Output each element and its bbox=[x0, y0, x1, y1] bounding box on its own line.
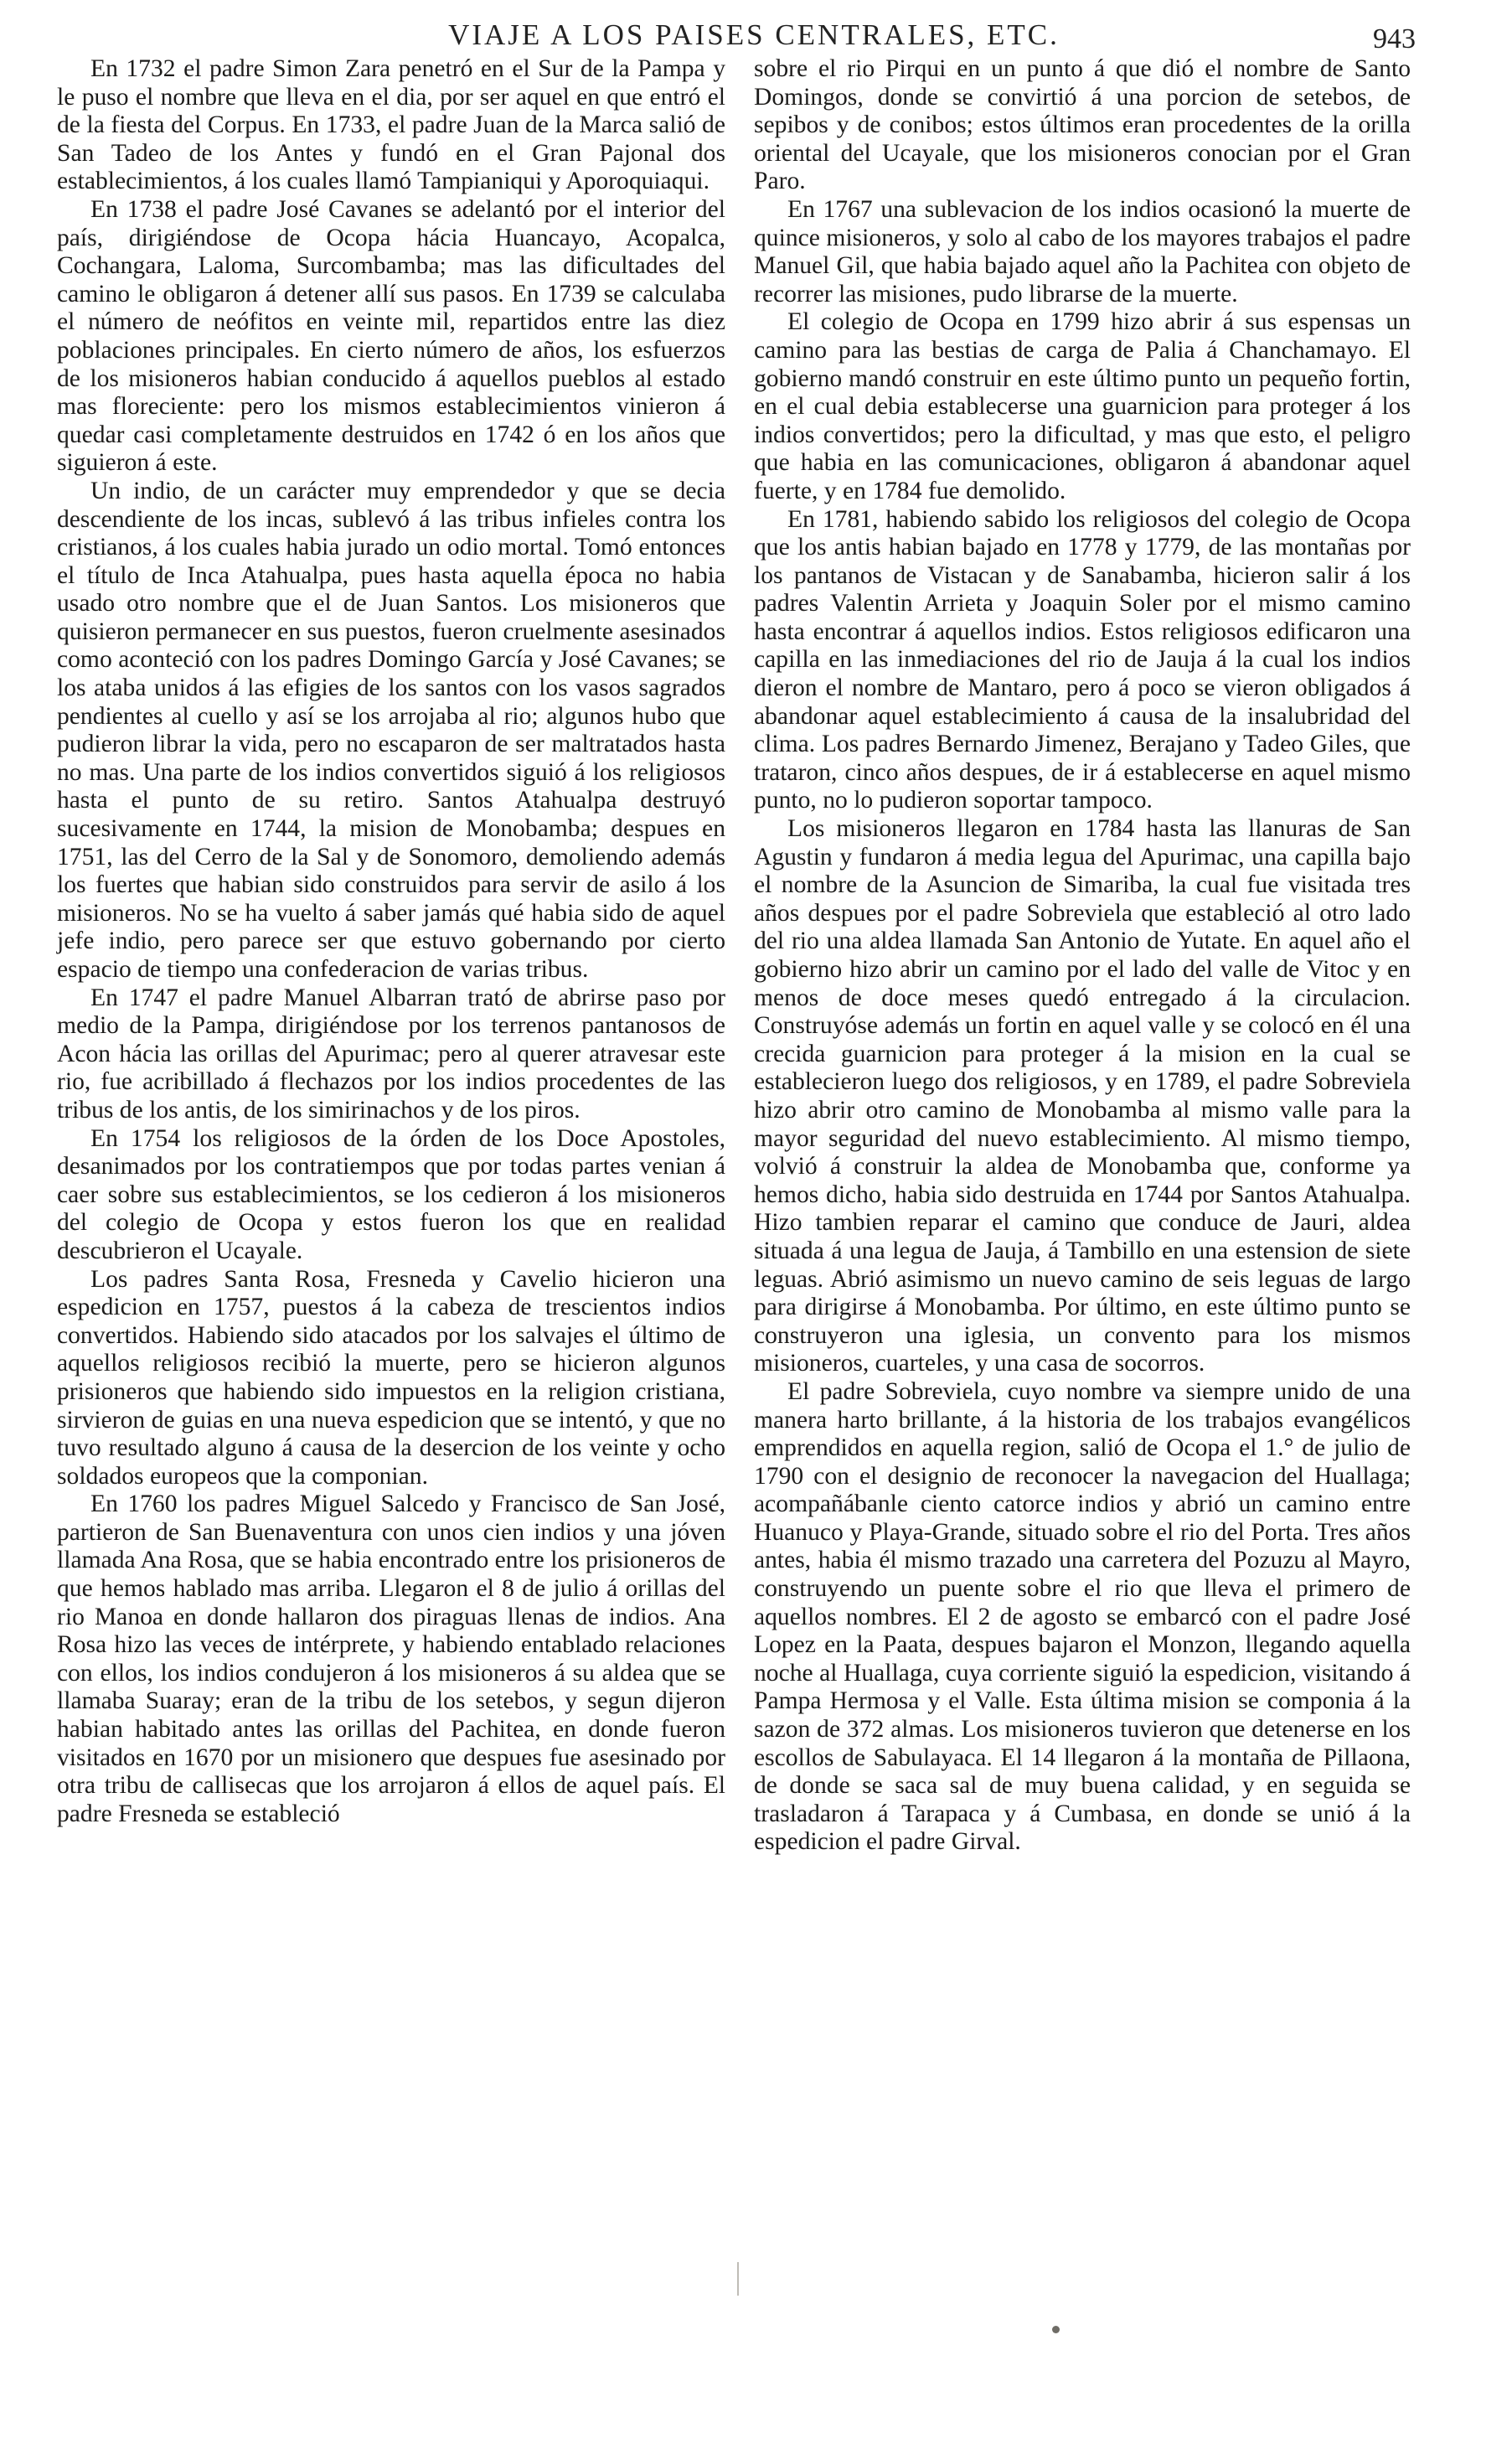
paragraph: En 1767 una sublevacion de los indios ocasionó la muerte de quince misioneros, y solo al cabo de los mayores trabajos el padre Manuel Gil, que habia bajado aquel año la Pachitea con objeto de recorrer las misiones, pudo librarse de la muerte. bbox=[754, 195, 1411, 307]
paragraph: Un indio, de un carácter muy emprendedor y que se decia descendiente de los incas, sublevó á las tribus infieles contra los cristianos, á los cuales habia jurado un odio mortal. Tomó entonces el título de Inca Atahualpa, pues hasta aquella época no habia usado otro nombre que el de Juan Santos. Los misioneros que quisieron permanecer en sus puestos, fueron cruelmente asesinados como aconteció con los padres Domingo García y José Cavanes; se los ataba unidos á las efigies de los santos con los vasos sagrados pendientes al cuello y así se los arrojaba al rio; algunos hubo que pudieron librar la vida, pero no escaparon de ser maltratados hasta no mas. Una parte de los indios convertidos siguió á los religiosos hasta el punto de su retiro. Santos Atahualpa destruyó sucesivamente en 1744, la mision de Monobamba; despues en 1751, las del Cerro de la Sal y de Sonomoro, demoliendo además los fuertes que habian sido construidos para servir de asilo á los misioneros. No se ha vuelto á saber jamás qué habia sido de aquel jefe indio, pero parece ser que estuvo gobernando por cierto espacio de tiempo una confederacion de varias tribus. bbox=[57, 477, 725, 983]
column-rule bbox=[737, 2262, 739, 2296]
paragraph: En 1732 el padre Simon Zara penetró en el Sur de la Pampa y le puso el nombre que lleva en el dia, por ser aquel en que entró el de la fiesta del Corpus. En 1733, el padre Juan de la Marca salió de San Tadeo de los Antes y fundó en el Gran Pajonal dos establecimientos, á los cuales llamó Tampianiqui y Aporoquiaqui. bbox=[57, 55, 725, 195]
page-number: 943 bbox=[1373, 23, 1416, 54]
ornament-dot bbox=[1052, 2326, 1060, 2333]
paragraph: En 1738 el padre José Cavanes se adelantó por el interior del país, dirigiéndose de Ocopa hácia Huancayo, Acopalca, Cochangara, Laloma, Surcombamba; mas las dificultades del camino le obligaron á detener allí sus pasos. En 1739 se calculaba el número de neófitos en veinte mil, repartidos entre las diez poblaciones principales. En cierto número de años, los esfuerzos de los misioneros habian conducido á aquellos pueblos al estado mas floreciente: pero los mismos establecimientos vinieron á quedar casi completamente destruidos en 1742 ó en los años que siguieron á este. bbox=[57, 195, 725, 477]
paragraph: En 1747 el padre Manuel Albarran trató de abrirse paso por medio de la Pampa, dirigiéndose por los terrenos pantanosos de Acon hácia las orillas del Apurimac; pero al querer atravesar este rio, fue acribillado á flechazos por los indios procedentes de las tribus de los antis, de los simirinachos y de los piros. bbox=[57, 984, 725, 1124]
paragraph: sobre el rio Pirqui en un punto á que dió el nombre de Santo Domingos, donde se convirtió á una porcion de setebos, de sepibos y de conibos; estos últimos eran procedentes de la orilla oriental del Ucayale, que los misioneros conocian por el Gran Paro. bbox=[754, 55, 1411, 195]
paragraph: El colegio de Ocopa en 1799 hizo abrir á sus espensas un camino para las bestias de carga de Palia á Chanchamayo. El gobierno mandó construir en este último punto un pequeño fortin, en el cual debia establecerse una guarnicion para proteger á los indios convertidos; pero la dificultad, y mas que esto, el peligro que habia en las comunicaciones, obligaron á abandonar aquel fuerte, y en 1784 fue demolido. bbox=[754, 308, 1411, 504]
paragraph: Los misioneros llegaron en 1784 hasta las llanuras de San Agustin y fundaron á media legua del Apurimac, una capilla bajo el nombre de la Asuncion de Simariba, la cual fue visitada tres años despues por el padre Sobreviela que estableció al otro lado del rio una aldea llamada San Antonio de Yutate. En aquel año el gobierno hizo abrir un camino por el lado del valle de Vitoc y en menos de doce meses quedó entregado á la circulacion. Construyóse además un fortin en aquel valle y se colocó en él una crecida guarnicion para proteger á la mision en la cual se establecieron luego dos religiosos, y en 1789, el padre Sobreviela hizo abrir otro camino de Monobamba al mismo valle para la mayor seguridad del nuevo establecimiento. Al mismo tiempo, volvió á construir la aldea de Monobamba que, conforme ya hemos dicho, habia sido destruida en 1744 por Santos Atahualpa. Hizo tambien reparar el camino que conduce de Jauri, aldea situada á una legua de Jauja, á Tambillo en una estension de siete leguas. Abrió asimismo un nuevo camino de seis leguas de largo para dirigirse á Monobamba. Por último, en este último punto se construyeron una iglesia, un convento para los mismos misioneros, cuarteles, y una casa de socorros. bbox=[754, 815, 1411, 1377]
left-column bbox=[57, 55, 725, 1828]
paragraph: El padre Sobreviela, cuyo nombre va siempre unido de una manera harto brillante, á la historia de los trabajos evangélicos emprendidos en aquella region, salió de Ocopa el 1.° de julio de 1790 con el designio de reconocer la navegacion del Huallaga; acompañábanle ciento catorce indios y abrió un camino entre Huanuco y Playa-Grande, situado sobre el rio del Porta. Tres años antes, habia él mismo trazado una carretera del Pozuzu al Mayro, construyendo un puente sobre el rio que lleva el primero de aquellos nombres. El 2 de agosto se embarcó con el padre José Lopez en la Paata, despues bajaron el Monzon, llegando aquella noche al Huallaga, cuya corriente siguió la espedicion, visitando á Pampa Hermosa y el Valle. Esta última mision se componia á la sazon de 372 almas. Los misioneros tuvieron que detenerse en los escollos de Sabulayaca. El 14 llegaron á la montaña de Pillaona, de donde se saca sal de muy buena calidad, y en seguida se trasladaron á Tarapaca y á Cumbasa, en donde se unió á la espedicion el padre Girval. bbox=[754, 1377, 1411, 1856]
right-column bbox=[754, 55, 1411, 1857]
running-head: VIAJE A LOS PAISES CENTRALES, ETC. bbox=[448, 18, 1060, 51]
paragraph: Los padres Santa Rosa, Fresneda y Cavelio hicieron una espedicion en 1757, puestos á la cabeza de trescientos indios convertidos. Habiendo sido atacados por los salvajes el último de aquellos religiosos recibió la muerte, pero se hicieron algunos prisioneros que habiendo sido impuestos en la religion cristiana, sirvieron de guias en una nueva espedicion que se intentó, y que no tuvo resultado alguno á causa de la desercion de los veinte y ocho soldados europeos que la componian. bbox=[57, 1265, 725, 1490]
paragraph: En 1754 los religiosos de la órden de los Doce Apostoles, desanimados por los contratiempos que por todas partes venian á caer sobre sus establecimientos, se los cedieron á los misioneros del colegio de Ocopa y estos fueron los que en realidad descubrieron el Ucayale. bbox=[57, 1124, 725, 1264]
paragraph: En 1760 los padres Miguel Salcedo y Francisco de San José, partieron de San Buenaventura con unos cien indios y una jóven llamada Ana Rosa, que se habia encontrado entre los prisioneros de que hemos hablado mas arriba. Llegaron el 8 de julio á orillas del rio Manoa en donde hallaron dos piraguas llenas de indios. Ana Rosa hizo las veces de intérprete, y habiendo entablado relaciones con ellos, los indios condujeron á los misioneros á su aldea que se llamaba Suaray; eran de la tribu de los setebos, y segun dijeron habian habitado antes las orillas del Pachitea, en donde fueron visitados en 1670 por un misionero que despues fue asesinado por otra tribu de callisecas que los arrojaron á ellos de aquel país. El padre Fresneda se estableció bbox=[57, 1490, 725, 1827]
paragraph: En 1781, habiendo sabido los religiosos del colegio de Ocopa que los antis habian bajado en 1778 y 1779, de las montañas por los pantanos de Vistacan y de Sanabamba, hicieron salir á los padres Valentin Arrieta y Joaquin Soler por el mismo camino hasta encontrar á aquellos indios. Estos religiosos edificaron una capilla en las inmediaciones del rio de Jauja á la cual los indios dieron el nombre de Mantaro, pero á poco se vieron obligados á abandonar aquel establecimiento á causa de la insalubridad del clima. Los padres Bernardo Jimenez, Berajano y Tadeo Giles, que trataron, cinco años despues, de ir á establecerse en aquel mismo punto, no lo pudieron soportar tampoco. bbox=[754, 505, 1411, 814]
